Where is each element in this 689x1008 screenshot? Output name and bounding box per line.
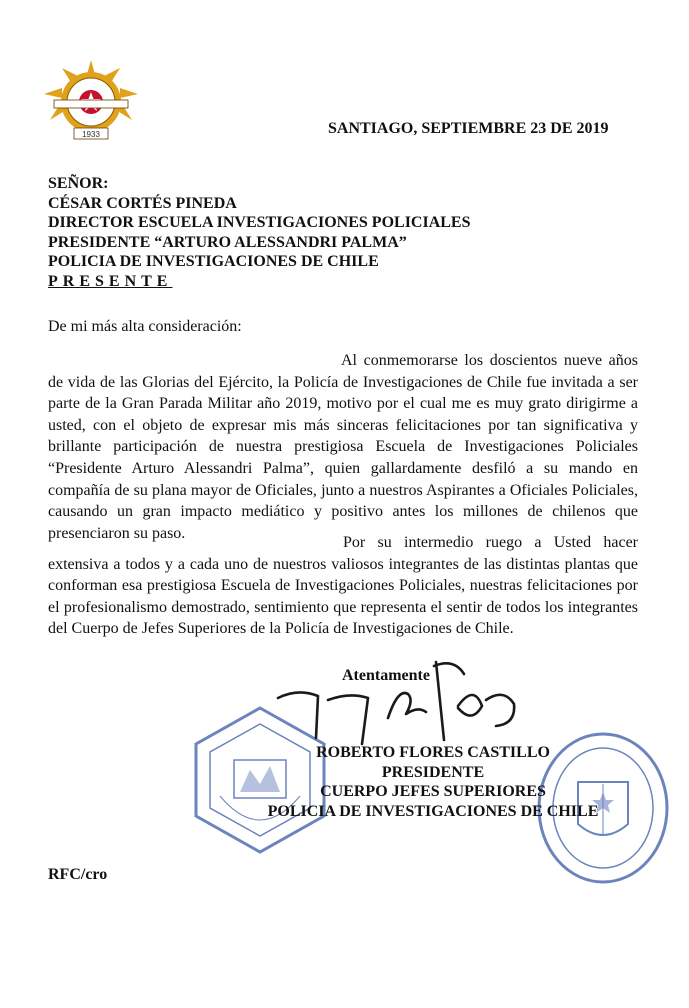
letter-paragraph-2: Por su intermedio ruego a Usted hacer extensiva a todos y a cada uno de nuestros valiosos integrantes de las distintas plantas que conforman esa prestigiosa Escuela de Investigaciones Policiales, nuestras felicitaciones por el profesionalismo demostrado, sentimiento que representa el sentir de todos los integrantes del Cuerpo de Jefes Superiores de la Policía de Investigaciones de Chile.: [48, 534, 638, 638]
letter-paragraph-1: Al conmemorarse los doscientos nueve años de vida de las Glorias del Ejército, la Policía de Investigaciones de Chile fue invitada a ser parte de la Gran Parada Militar año 2019, motivo por el cual me es muy grato dirigirme a usted, con el objeto de expresar mis más sinceras felicitaciones por tan significativa y brillante participación de nuestra prestigiosa Escuela de Investigaciones Policiales “Presidente Arturo Alessandri Palma”, quien gallardamente desfiló a su mando en compañía de su plana mayor de Oficiales, junto a nuestros Aspirantes a Oficiales Policiales, causando un gran impacto mediático y positivo antes los millones de chilenos que presenciaron su paso.: [48, 352, 638, 542]
addressee-role: PRESIDENTE “ARTURO ALESSANDRI PALMA”: [48, 233, 407, 251]
signature: [258, 648, 538, 760]
addressee-block: [48, 174, 471, 291]
organization-logo: [40, 58, 142, 142]
letter-closing: Atentamente: [342, 667, 430, 684]
signer-body: CUERPO JEFES SUPERIORES: [320, 783, 546, 800]
signer-title: PRESIDENTE: [381, 763, 485, 781]
signer-name: ROBERTO FLORES CASTILLO: [316, 744, 550, 761]
handwritten-signature-icon: [258, 648, 538, 760]
logo-year: 1933: [82, 130, 100, 139]
signer-organization: POLICIA DE INVESTIGACIONES DE CHILE: [267, 802, 599, 820]
addressee-salutation: SEÑOR:: [48, 175, 109, 192]
police-emblem-icon: [40, 58, 142, 142]
reference-initials: RFC/cro: [48, 866, 108, 883]
letter-greeting: De mi más alta consideración:: [48, 318, 242, 335]
addressee-presente: PRESENTE: [48, 272, 173, 290]
addressee-name: CÉSAR CORTÉS PINEDA: [48, 194, 237, 212]
addressee-position: DIRECTOR ESCUELA INVESTIGACIONES POLICIALES: [48, 214, 471, 231]
addressee-organization: POLICIA DE INVESTIGACIONES DE CHILE: [48, 253, 379, 270]
letter-date: SANTIAGO, SEPTIEMBRE 23 DE 2019: [328, 120, 609, 137]
